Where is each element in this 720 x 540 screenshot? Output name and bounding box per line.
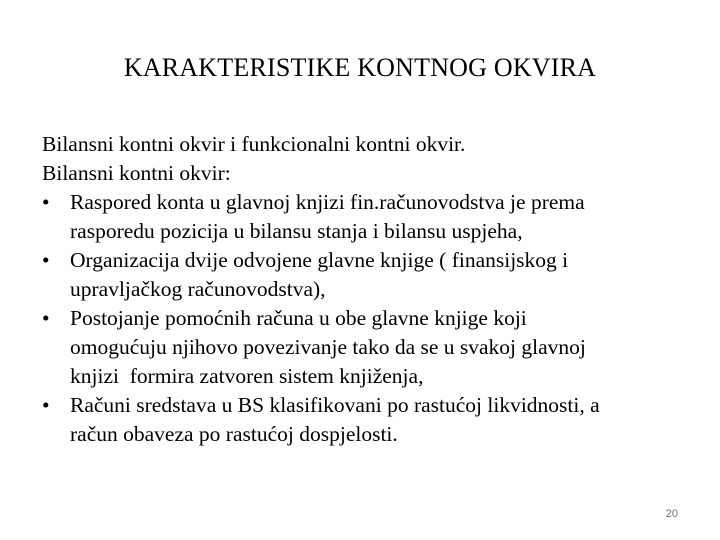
bullet-item: [42, 391, 682, 449]
bullet-item: [42, 304, 682, 391]
bullet-text-line: rasporedu pozicija u bilansu stanja i bilansu uspjeha,: [70, 219, 523, 243]
bullet-text-line: račun obaveza po rastućoj dospjelosti.: [70, 422, 398, 446]
bullet-text-line: Organizacija dvije odvojene glavne knjige ( finansijskog i: [70, 248, 569, 272]
intro-line: Bilansni kontni okvir:: [42, 161, 231, 185]
bullet-text-line: omogućuju njihovo povezivanje tako da se u svakoj glavnoj: [70, 335, 586, 359]
bullet-item: [42, 246, 682, 304]
bullet-dot-icon: •: [42, 306, 50, 330]
intro-line: Bilansni kontni okvir i funkcionalni kontni okvir.: [42, 132, 466, 156]
bullet-list: [42, 188, 682, 449]
bullet-text-line: upravljačkog računovodstva),: [70, 277, 326, 301]
bullet-text-line: knjizi formira zatvoren sistem knjiženja,: [70, 364, 424, 388]
bullet-dot-icon: •: [42, 248, 50, 272]
bullet-item: [42, 188, 682, 246]
slide-body: [42, 130, 682, 449]
slide-title: KARAKTERISTIKE KONTNOG OKVIRA: [123, 53, 597, 82]
bullet-dot-icon: •: [42, 393, 50, 417]
bullet-text-line: Računi sredstava u BS klasifikovani po rastućoj likvidnosti, a: [70, 393, 600, 417]
bullet-text-line: Postojanje pomoćnih računa u obe glavne knjige koji: [70, 306, 527, 330]
bullet-text-line: Raspored konta u glavnoj knjizi fin.računovodstva je prema: [70, 190, 585, 214]
page-number: 20: [665, 508, 678, 520]
bullet-dot-icon: •: [42, 190, 50, 214]
